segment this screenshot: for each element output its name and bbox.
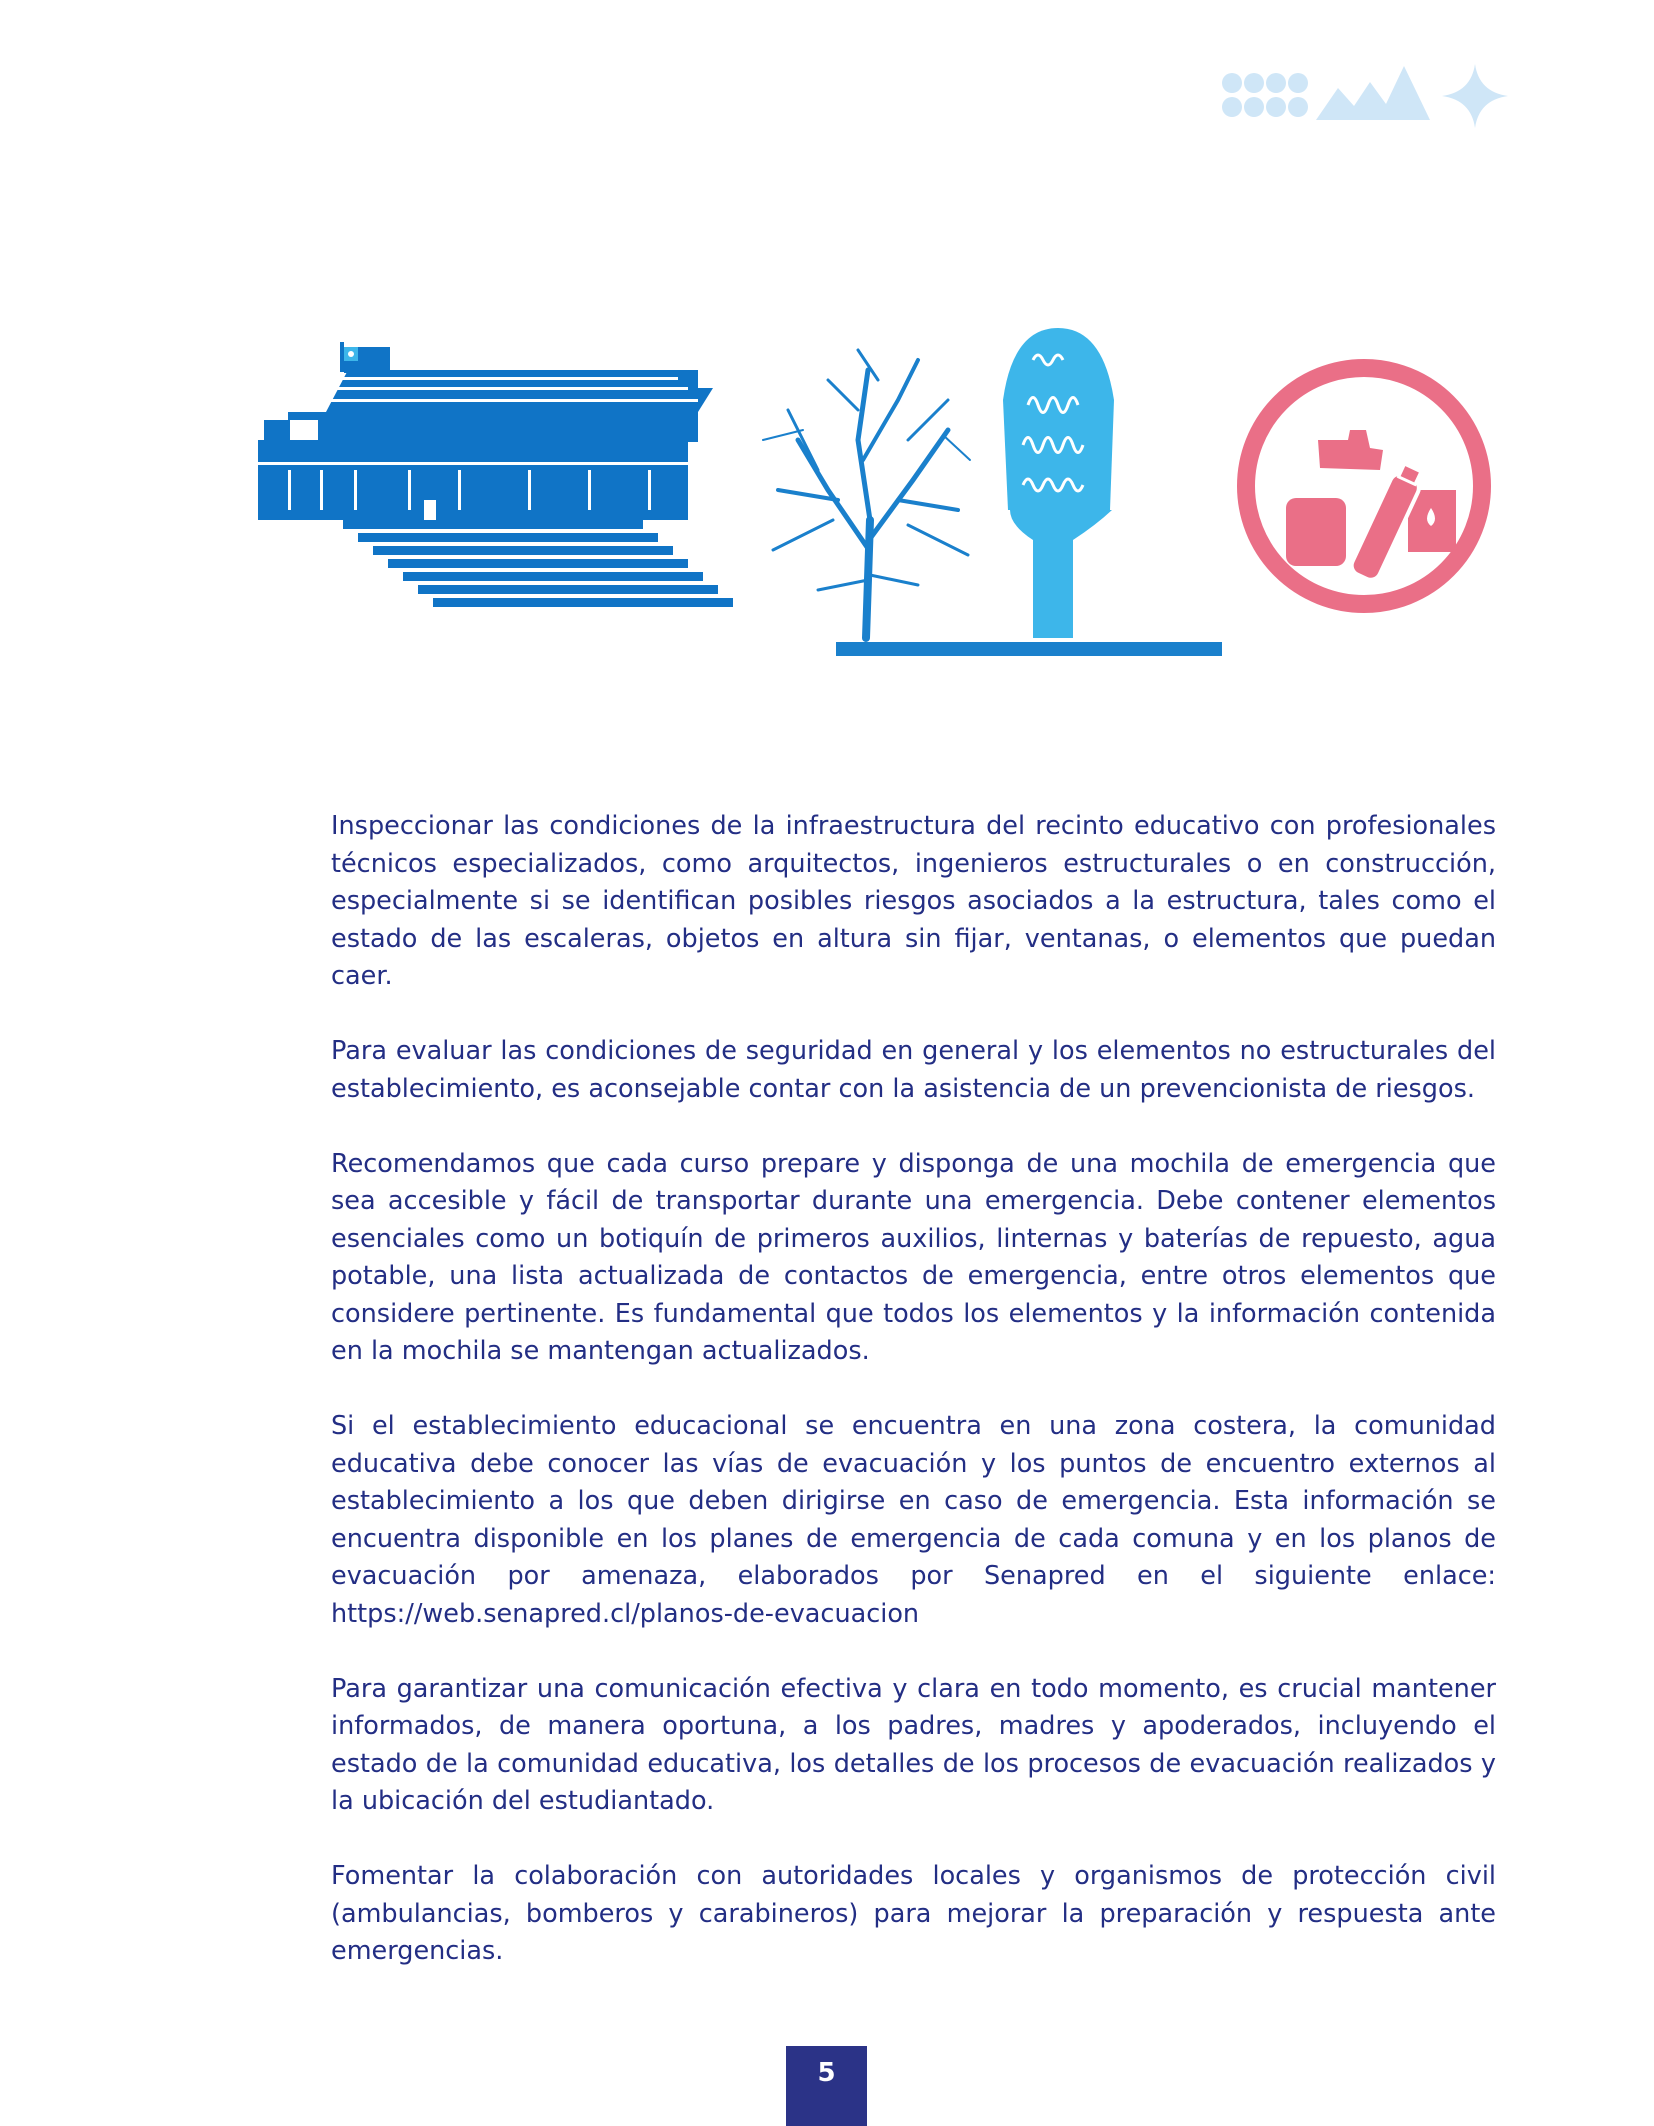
paragraph-safety: Para evaluar las condiciones de seguridad en general y los elementos no estructurales del establecimiento, es aconsejable contar con la asistencia de un prevencionista de riesgos. <box>331 1036 1496 1104</box>
flag-icon <box>340 342 390 373</box>
paragraph-backpack: Recomendamos que cada curso prepare y disponga de una mochila de emergencia que sea accesible y fácil de transportar durante una emergencia. Debe contener elementos esenciales como un botiquín de primeros auxilios, linternas y baterías de repuesto, agua potable, una lista actualizada de contactos de emergencia, entre otros elementos que considere pertinente. Es fundamental que todos los elementos y la información contenida en la mochila se mantengan actualizados. <box>331 1148 1496 1366</box>
illustration <box>258 320 1518 670</box>
tree-icon <box>763 350 970 638</box>
bush-tree-icon <box>1003 328 1114 638</box>
page-number: 5 <box>786 2046 867 2126</box>
school-building-icon <box>258 370 733 607</box>
emergency-kit-icon <box>1246 368 1482 604</box>
paragraph-inspection: Inspeccionar las condiciones de la infraestructura del recinto educativo con profesionales técnicos especializados, como arquitectos, ingenieros estructurales o en construcción, especialmente si se identifican posibles riesgos asociados a la estructura, tales como el estado de las escaleras, objetos en altura sin fijar, ventanas, o elementos que puedan caer. <box>331 811 1496 991</box>
body-text <box>331 808 1496 2008</box>
ground-line <box>836 642 1222 656</box>
paragraph-collaboration: Fomentar la colaboración con autoridades locales y organismos de protección civil (ambulancias, bomberos y carabineros) para mejorar la preparación y respuesta ante emergencias. <box>331 1861 1496 1966</box>
decorative-pattern-icon <box>1220 62 1510 132</box>
paragraph-communication: Para garantizar una comunicación efectiva y clara en todo momento, es crucial mantener informados, de manera oportuna, a los padres, madres y apoderados, incluyendo el estado de la comunidad educativa, los detalles de los procesos de evacuación realizados y la ubicación del estudiantado. <box>331 1673 1496 1816</box>
paragraph-coastal: Si el establecimiento educacional se encuentra en una zona costera, la comunidad educativa debe conocer las vías de evacuación y los puntos de encuentro externos al establecimiento a los que deben dirigirse en caso de emergencia. Esta información se encuentra disponible en los planes de emergencia de cada comuna y en los planos de evacuación por amenaza, elaborados por Senapred en el siguiente enlace: https://web.senapred.cl/planos-de-evacuacion <box>331 1411 1496 1629</box>
